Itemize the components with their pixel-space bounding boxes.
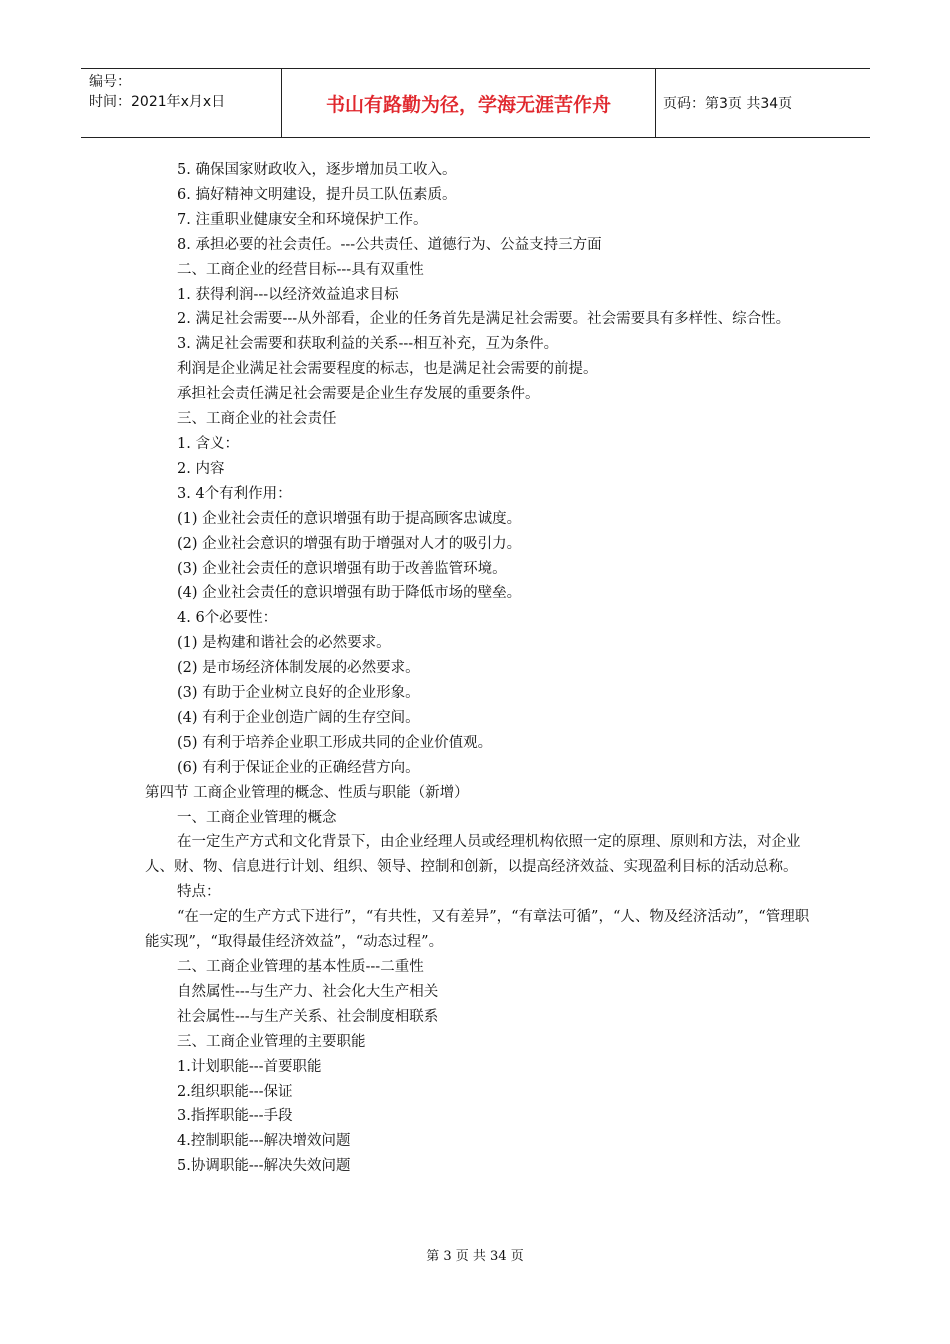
document-number-label: 编号： (89, 74, 131, 90)
paragraph: 三、工商企业的社会责任 (177, 411, 337, 428)
paragraph: 3. 4个有利作用： (177, 485, 292, 502)
paragraph: (1) 企业社会责任的意识增强有助于提高顾客忠诚度。 (177, 510, 522, 527)
paragraph: 利润是企业满足社会需要程度的标志，也是满足社会需要的前提。 (177, 361, 598, 378)
paragraph: 社会属性---与生产关系、社会制度相联系 (177, 1008, 439, 1025)
document-date: 时间：2021年x月x日 (89, 94, 226, 110)
paragraph: 1. 获得利润---以经济效益追求目标 (177, 286, 399, 303)
paragraph: (4) 企业社会责任的意识增强有助于降低市场的壁垒。 (177, 585, 522, 602)
header-meta (81, 69, 282, 137)
paragraph: (3) 有助于企业树立良好的企业形象。 (177, 685, 420, 702)
paragraph: 8. 承担必要的社会责任。---公共责任、道德行为、公益支持三方面 (177, 236, 602, 253)
paragraph: (2) 是市场经济体制发展的必然要求。 (177, 660, 420, 677)
paragraph: 1. 含义： (177, 435, 239, 452)
paragraph: 6. 搞好精神文明建设，提升员工队伍素质。 (177, 186, 457, 203)
paragraph: 三、工商企业管理的主要职能 (177, 1033, 366, 1050)
paragraph: 二、工商企业的经营目标---具有双重性 (177, 261, 424, 278)
page-header (81, 68, 870, 138)
paragraph: 4. 6个必要性： (177, 610, 278, 627)
paragraph: 1.计划职能---首要职能 (177, 1058, 322, 1075)
document-body (145, 158, 810, 1179)
paragraph: (5) 有利于培养企业职工形成共同的企业价值观。 (177, 734, 493, 751)
paragraph: 3. 满足社会需要和获取利益的关系---相互补充，互为条件。 (177, 336, 559, 353)
paragraph: (3) 企业社会责任的意识增强有助于改善监管环境。 (177, 560, 507, 577)
header-page-info: 页码：第3页 共34页 (663, 96, 793, 112)
paragraph: (1) 是构建和谐社会的必然要求。 (177, 635, 391, 652)
paragraph: (6) 有利于保证企业的正确经营方向。 (177, 759, 420, 776)
paragraph: 第四节 工商企业管理的概念、性质与职能（新增） (145, 784, 469, 801)
paragraph: 4.控制职能---解决增效问题 (177, 1133, 351, 1150)
paragraph: 5. 确保国家财政收入，逐步增加员工收入。 (177, 162, 457, 178)
paragraph: 5.协调职能---解决失效问题 (177, 1158, 351, 1175)
paragraph: 特点： (177, 884, 221, 901)
page-footer: 第 3 页 共 34 页 (426, 1249, 524, 1264)
paragraph: (4) 有利于企业创造广阔的生存空间。 (177, 709, 420, 726)
paragraph: 在一定生产方式和文化背景下，由企业经理人员或经理机构依照一定的原理、原则和方法，对企业人、财、物、信息进行计划、组织、领导、控制和创新，以提高经济效益、实现盈利目标的活动总称。 (145, 834, 801, 876)
paragraph: 二、工商企业管理的基本性质---二重性 (177, 959, 424, 975)
header-motto: 书山有路勤为径，学海无涯苦作舟 (282, 69, 656, 137)
paragraph: 2.组织职能---保证 (177, 1083, 293, 1100)
paragraph: (2) 企业社会意识的增强有助于增强对人才的吸引力。 (177, 535, 522, 552)
paragraph: 2. 满足社会需要---从外部看，企业的任务首先是满足社会需要。社会需要具有多样性、综合性。 (177, 311, 791, 328)
paragraph: 一、工商企业管理的概念 (177, 809, 337, 826)
paragraph: “在一定的生产方式下进行”，“有共性，又有差异”，“有章法可循”，“人、物及经济活动”，“管理职能实现”，“取得最佳经济效益”，“动态过程”。 (145, 909, 810, 951)
paragraph: 3.指挥职能---手段 (177, 1108, 293, 1125)
paragraph: 7. 注重职业健康安全和环境保护工作。 (177, 211, 428, 228)
paragraph: 承担社会责任满足社会需要是企业生存发展的重要条件。 (177, 386, 540, 403)
paragraph: 2. 内容 (177, 460, 225, 477)
paragraph: 自然属性---与生产力、社会化大生产相关 (177, 983, 439, 1000)
